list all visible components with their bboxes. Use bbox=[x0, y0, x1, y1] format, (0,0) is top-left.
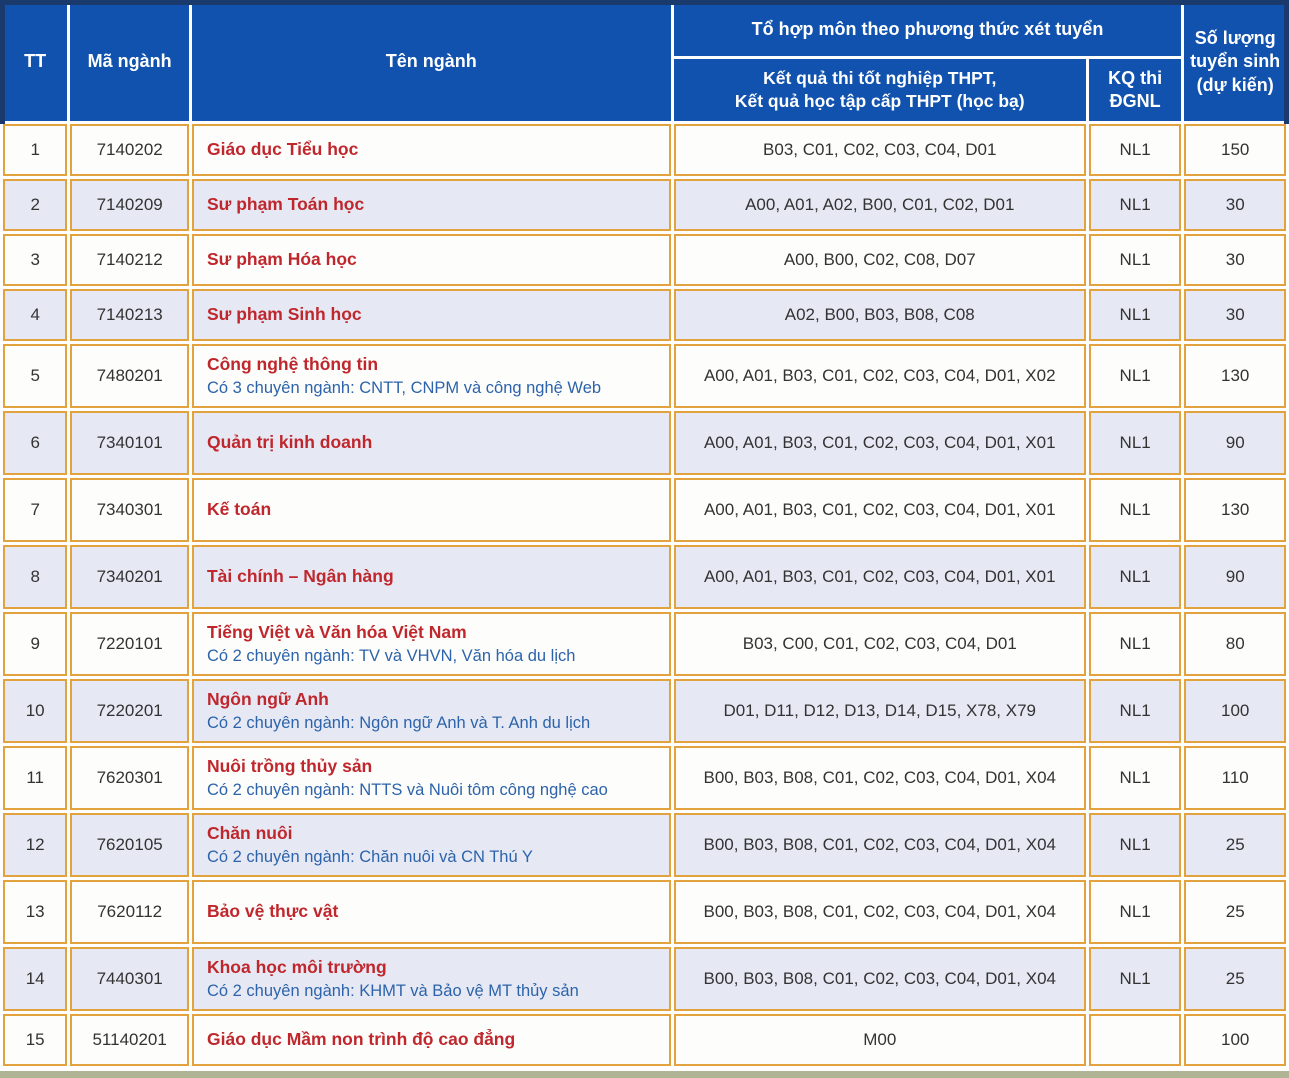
major-code: 7140213 bbox=[70, 289, 189, 341]
table-row bbox=[3, 124, 1286, 176]
header-thpt-line1: Kết quả thi tốt nghiệp THPT, bbox=[763, 68, 997, 89]
table-row bbox=[3, 234, 1286, 286]
major-code: 7340101 bbox=[70, 411, 189, 475]
subject-combinations: B03, C01, C02, C03, C04, D01 bbox=[674, 124, 1086, 176]
enrollment-quota: 80 bbox=[1184, 612, 1286, 676]
dgnl-result: NL1 bbox=[1089, 679, 1182, 743]
major-name: Sư phạm Toán học bbox=[206, 194, 365, 215]
major-code: 7140209 bbox=[70, 179, 189, 231]
dgnl-result: NL1 bbox=[1089, 411, 1182, 475]
subject-combinations: A02, B00, B03, B08, C08 bbox=[674, 289, 1086, 341]
enrollment-quota: 25 bbox=[1184, 813, 1286, 877]
dgnl-result: NL1 bbox=[1089, 124, 1182, 176]
enrollment-quota: 25 bbox=[1184, 947, 1286, 1011]
enrollment-quota: 30 bbox=[1184, 234, 1286, 286]
table-row bbox=[3, 179, 1286, 231]
dgnl-result: NL1 bbox=[1089, 478, 1182, 542]
major-name: Nuôi trồng thủy sản bbox=[206, 755, 373, 776]
enrollment-quota: 30 bbox=[1184, 179, 1286, 231]
major-name-cell bbox=[192, 234, 671, 286]
dgnl-result: NL1 bbox=[1089, 947, 1182, 1011]
major-name-cell bbox=[192, 679, 671, 743]
major-name: Sư phạm Hóa học bbox=[206, 249, 357, 270]
table-row bbox=[3, 545, 1286, 609]
major-name-cell bbox=[192, 478, 671, 542]
major-code: 7140202 bbox=[70, 124, 189, 176]
subject-combinations: B00, B03, B08, C01, C02, C03, C04, D01, X04 bbox=[674, 746, 1086, 810]
enrollment-quota: 130 bbox=[1184, 344, 1286, 408]
row-number: 5 bbox=[3, 344, 67, 408]
major-code: 7140212 bbox=[70, 234, 189, 286]
table-row bbox=[3, 289, 1286, 341]
row-number: 7 bbox=[3, 478, 67, 542]
subject-combinations: B00, B03, B08, C01, C02, C03, C04, D01, X04 bbox=[674, 813, 1086, 877]
major-code: 7620301 bbox=[70, 746, 189, 810]
major-name: Chăn nuôi bbox=[206, 822, 293, 843]
subject-combinations: A00, A01, B03, C01, C02, C03, C04, D01, X01 bbox=[674, 411, 1086, 475]
dgnl-result: NL1 bbox=[1089, 612, 1182, 676]
table-row bbox=[3, 612, 1286, 676]
row-number: 14 bbox=[3, 947, 67, 1011]
header-thpt-line2: Kết quả học tập cấp THPT (học bạ) bbox=[734, 91, 1025, 111]
header-quota bbox=[1184, 3, 1286, 121]
major-code: 7480201 bbox=[70, 344, 189, 408]
row-number: 9 bbox=[3, 612, 67, 676]
major-code: 7340201 bbox=[70, 545, 189, 609]
header-quota-label: Số lượng tuyển sinh (dự kiến) bbox=[1190, 27, 1281, 95]
enrollment-quota: 130 bbox=[1184, 478, 1286, 542]
table-outer-border-top bbox=[0, 0, 1289, 5]
header-tt: TT bbox=[3, 3, 67, 121]
subject-combinations: A00, A01, B03, C01, C02, C03, C04, D01, X01 bbox=[674, 545, 1086, 609]
subject-combinations: D01, D11, D12, D13, D14, D15, X78, X79 bbox=[674, 679, 1086, 743]
row-number: 8 bbox=[3, 545, 67, 609]
table-body bbox=[3, 124, 1286, 1066]
major-code: 7440301 bbox=[70, 947, 189, 1011]
major-name-cell bbox=[192, 947, 671, 1011]
enrollment-quota: 150 bbox=[1184, 124, 1286, 176]
dgnl-result: NL1 bbox=[1089, 746, 1182, 810]
enrollment-quota: 90 bbox=[1184, 411, 1286, 475]
major-name-cell bbox=[192, 344, 671, 408]
dgnl-result: NL1 bbox=[1089, 234, 1182, 286]
row-number: 12 bbox=[3, 813, 67, 877]
table-row bbox=[3, 344, 1286, 408]
major-specializations-note: Có 2 chuyên ngành: KHMT và Bảo vệ MT thủy sản bbox=[206, 982, 579, 1001]
table-row bbox=[3, 411, 1286, 475]
subject-combinations: B00, B03, B08, C01, C02, C03, C04, D01, X04 bbox=[674, 880, 1086, 944]
header-dgnl: KQ thi ĐGNL bbox=[1089, 59, 1182, 121]
dgnl-result: NL1 bbox=[1089, 813, 1182, 877]
major-name-cell bbox=[192, 746, 671, 810]
header-major-code: Mã ngành bbox=[70, 3, 189, 121]
table-row bbox=[3, 478, 1286, 542]
header-major-name: Tên ngành bbox=[192, 3, 671, 121]
row-number: 13 bbox=[3, 880, 67, 944]
page-bottom-strip bbox=[0, 1071, 1289, 1078]
enrollment-quota: 110 bbox=[1184, 746, 1286, 810]
dgnl-result: NL1 bbox=[1089, 344, 1182, 408]
subject-combinations: M00 bbox=[674, 1014, 1086, 1066]
major-name: Ngôn ngữ Anh bbox=[206, 688, 329, 709]
enrollment-quota: 100 bbox=[1184, 1014, 1286, 1066]
major-name-cell bbox=[192, 880, 671, 944]
subject-combinations: A00, B00, C02, C08, D07 bbox=[674, 234, 1086, 286]
dgnl-result: NL1 bbox=[1089, 289, 1182, 341]
major-name-cell bbox=[192, 813, 671, 877]
enrollment-quota: 30 bbox=[1184, 289, 1286, 341]
table-row bbox=[3, 813, 1286, 877]
major-name-cell bbox=[192, 612, 671, 676]
row-number: 15 bbox=[3, 1014, 67, 1066]
row-number: 2 bbox=[3, 179, 67, 231]
dgnl-result: NL1 bbox=[1089, 179, 1182, 231]
table-row bbox=[3, 746, 1286, 810]
table-row bbox=[3, 947, 1286, 1011]
table-row bbox=[3, 880, 1286, 944]
table-outer-border-right bbox=[1284, 0, 1289, 124]
subject-combinations: A00, A01, B03, C01, C02, C03, C04, D01, X02 bbox=[674, 344, 1086, 408]
major-specializations-note: Có 2 chuyên ngành: Ngôn ngữ Anh và T. Anh du lịch bbox=[206, 714, 591, 733]
major-name: Bảo vệ thực vật bbox=[206, 901, 339, 922]
major-name-cell bbox=[192, 124, 671, 176]
major-name: Tiếng Việt và Văn hóa Việt Nam bbox=[206, 621, 467, 642]
major-name-cell bbox=[192, 289, 671, 341]
major-code: 7340301 bbox=[70, 478, 189, 542]
major-name-cell bbox=[192, 411, 671, 475]
header-thpt-results bbox=[674, 59, 1086, 121]
major-code: 7220201 bbox=[70, 679, 189, 743]
enrollment-quota: 100 bbox=[1184, 679, 1286, 743]
row-number: 11 bbox=[3, 746, 67, 810]
enrollment-quota: 90 bbox=[1184, 545, 1286, 609]
subject-combinations: A00, A01, A02, B00, C01, C02, D01 bbox=[674, 179, 1086, 231]
major-code: 51140201 bbox=[70, 1014, 189, 1066]
major-code: 7620105 bbox=[70, 813, 189, 877]
major-code: 7620112 bbox=[70, 880, 189, 944]
row-number: 4 bbox=[3, 289, 67, 341]
row-number: 10 bbox=[3, 679, 67, 743]
major-code: 7220101 bbox=[70, 612, 189, 676]
row-number: 6 bbox=[3, 411, 67, 475]
subject-combinations: B03, C00, C01, C02, C03, C04, D01 bbox=[674, 612, 1086, 676]
major-name: Khoa học môi trường bbox=[206, 956, 387, 977]
dgnl-result: NL1 bbox=[1089, 880, 1182, 944]
major-name: Công nghệ thông tin bbox=[206, 353, 379, 374]
dgnl-result bbox=[1089, 1014, 1182, 1066]
enrollment-quota: 25 bbox=[1184, 880, 1286, 944]
row-number: 1 bbox=[3, 124, 67, 176]
major-name-cell bbox=[192, 179, 671, 231]
subject-combinations: A00, A01, B03, C01, C02, C03, C04, D01, X01 bbox=[674, 478, 1086, 542]
major-specializations-note: Có 2 chuyên ngành: TV và VHVN, Văn hóa du lịch bbox=[206, 647, 576, 666]
major-specializations-note: Có 2 chuyên ngành: Chăn nuôi và CN Thú Y bbox=[206, 848, 533, 867]
header-combination-group: Tổ hợp môn theo phương thức xét tuyển bbox=[674, 3, 1182, 56]
subject-combinations: B00, B03, B08, C01, C02, C03, C04, D01, X04 bbox=[674, 947, 1086, 1011]
major-name: Tài chính – Ngân hàng bbox=[206, 566, 394, 587]
table-header bbox=[3, 3, 1286, 121]
table-row bbox=[3, 679, 1286, 743]
table-row bbox=[3, 1014, 1286, 1066]
major-specializations-note: Có 3 chuyên ngành: CNTT, CNPM và công nghệ Web bbox=[206, 379, 602, 398]
row-number: 3 bbox=[3, 234, 67, 286]
major-name: Kế toán bbox=[206, 499, 272, 520]
major-name: Quản trị kinh doanh bbox=[206, 432, 373, 453]
major-name: Giáo dục Tiểu học bbox=[206, 139, 359, 160]
major-name: Giáo dục Mầm non trình độ cao đẳng bbox=[206, 1029, 516, 1050]
major-name: Sư phạm Sinh học bbox=[206, 304, 362, 325]
major-specializations-note: Có 2 chuyên ngành: NTTS và Nuôi tôm công nghệ cao bbox=[206, 781, 608, 800]
major-name-cell bbox=[192, 1014, 671, 1066]
table-outer-border-left bbox=[0, 0, 5, 124]
dgnl-result: NL1 bbox=[1089, 545, 1182, 609]
major-name-cell bbox=[192, 545, 671, 609]
